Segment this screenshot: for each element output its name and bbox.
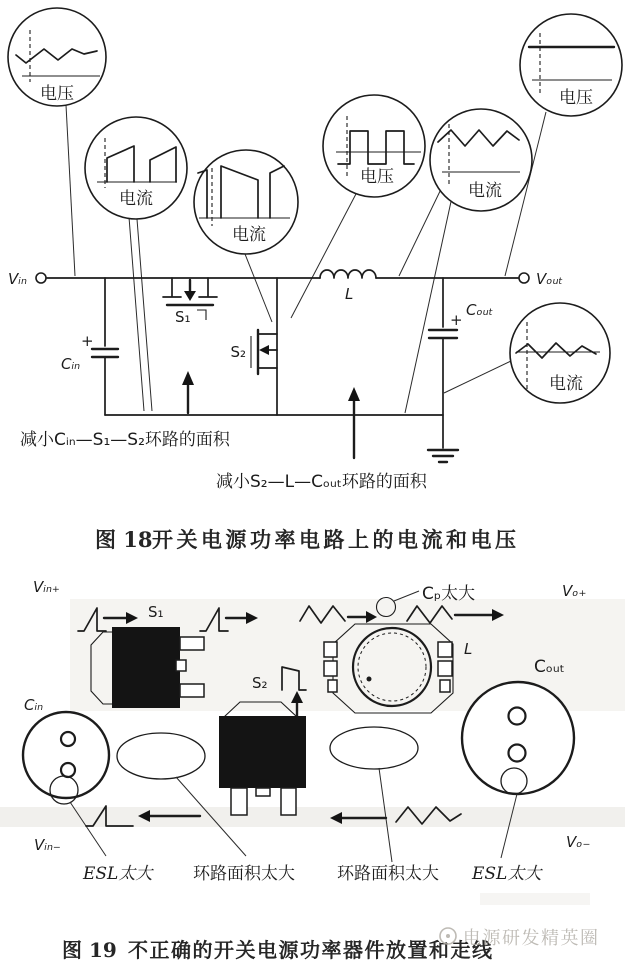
- loop-area-left-label: 环路面积太大: [193, 864, 295, 884]
- callout-output-voltage: [520, 14, 622, 116]
- cin-plates: [92, 349, 118, 357]
- callout-label: 电流: [119, 189, 153, 209]
- cin-label: Cᵢₙ: [24, 696, 44, 714]
- leader-inductor-current-a: [399, 185, 443, 276]
- watermark-text: 电源研发精英圈: [463, 928, 600, 949]
- callout-label: 电压: [40, 84, 74, 104]
- s1-pin-top: [180, 637, 204, 650]
- loop2-note: 减小S₂—L—Cₒᵤₜ环路的面积: [216, 472, 427, 492]
- s1-arrow-head: [184, 291, 196, 301]
- loop1-note: 减小Cᵢₙ—S₁—S₂环路的面积: [20, 430, 230, 450]
- inductor-coils: [320, 270, 376, 278]
- leader-switch-current: [243, 249, 272, 322]
- watermark-logo-dot: [446, 934, 450, 938]
- vin-minus-label: Vᵢₙ₋: [34, 836, 61, 854]
- l-terminal-left-3: [328, 680, 337, 692]
- callout-label: 电压: [360, 167, 394, 187]
- l-terminal-left-1: [324, 642, 337, 657]
- leader-inductor-current-b: [405, 197, 452, 413]
- callout-label: 电流: [232, 225, 266, 245]
- s2-arrow-head: [259, 345, 269, 355]
- vout-minus-label: Vₒ₋: [566, 833, 591, 851]
- s2-leg-left: [231, 788, 247, 815]
- cin-terminal-1: [61, 732, 75, 746]
- cout-terminal-1: [509, 708, 526, 725]
- figure19-caption-number: 图 19: [62, 938, 117, 962]
- callout-input-current: [85, 117, 187, 219]
- l-label: L: [464, 640, 473, 658]
- s1-label: S₁: [175, 308, 191, 326]
- package-cin: [23, 696, 109, 856]
- leader-output-cap-current: [444, 361, 511, 393]
- s2-label: S₂: [230, 343, 246, 361]
- figure18: [8, 8, 622, 552]
- vin-label: Vᵢₙ: [8, 270, 27, 288]
- s1-body: [112, 627, 180, 708]
- mosfet-s2: [230, 278, 277, 415]
- cin-plus: +: [81, 332, 94, 350]
- l-terminal-left-2: [324, 661, 337, 676]
- inductor-label: L: [345, 285, 354, 303]
- cout-can: [462, 682, 574, 794]
- cin-can: [23, 712, 109, 798]
- figure19-caption: 不正确的开关电源功率器件放置和走线: [128, 938, 494, 962]
- s2-leg-middle: [256, 788, 270, 796]
- callout-label: 电压: [559, 88, 593, 108]
- l-terminal-right-2: [438, 661, 452, 676]
- s2-label: S₂: [252, 674, 268, 692]
- vin-plus-label: Vᵢₙ₊: [33, 578, 60, 596]
- loop-area-ellipse-left: [117, 733, 205, 779]
- vout-plus-label: Vₒ₊: [562, 582, 587, 600]
- esl-left-label: ESL太大: [83, 864, 153, 884]
- s2-body: [219, 716, 306, 788]
- callout-input-voltage: [8, 8, 106, 106]
- s1-left-leg: [163, 278, 181, 297]
- cin-terminal-2: [61, 763, 75, 777]
- figure19: [0, 578, 625, 962]
- watermark: [440, 928, 600, 949]
- loop1-arrow-head: [182, 371, 194, 385]
- leader-input-current-a: [129, 217, 144, 411]
- s1-pin-middle: [176, 660, 186, 671]
- figure18-caption-number: 图 18: [95, 527, 153, 552]
- leader-input-current-b: [137, 219, 152, 411]
- callout-label: 电流: [549, 374, 583, 394]
- callout-output-cap-current: [510, 303, 610, 403]
- buck-circuit: [8, 270, 563, 492]
- cap-cout: [428, 278, 493, 462]
- callout-switch-node-voltage: [323, 95, 425, 197]
- loop2-arrow-head: [348, 387, 360, 401]
- s1-right-leg: [199, 278, 217, 297]
- callout-label: 电流: [468, 181, 502, 201]
- l-terminal-right-3: [440, 680, 450, 692]
- callout-inductor-current: [430, 109, 532, 211]
- loop-area-ellipse-right: [330, 727, 418, 769]
- cout-label: Cₒᵤₜ: [466, 301, 494, 319]
- callout-switch-current: [194, 150, 298, 254]
- ground-symbol: [428, 450, 458, 462]
- vout-terminal: [519, 273, 529, 283]
- vin-terminal: [36, 273, 46, 283]
- cout-plates: [429, 330, 457, 338]
- l-polarity-dot: [367, 677, 372, 682]
- cap-cin: [61, 278, 118, 415]
- loop-area-right-label: 环路面积太大: [337, 864, 439, 884]
- cout-label: Cₒᵤₜ: [534, 657, 565, 677]
- s1-pin-bottom: [180, 684, 204, 697]
- s1-label: S₁: [148, 603, 164, 621]
- l-terminal-right-1: [438, 642, 452, 657]
- s2-leg-right: [281, 788, 296, 815]
- cout-plus: +: [450, 311, 463, 329]
- s1-gate-stub: [197, 310, 206, 320]
- vout-label: Vₒᵤₜ: [536, 270, 563, 288]
- esl-right-label: ESL太大: [472, 864, 542, 884]
- mosfet-s1: [163, 278, 217, 326]
- cin-label: Cᵢₙ: [61, 355, 81, 373]
- figure18-caption: 开关电源功率电路上的电流和电压: [152, 527, 520, 552]
- cp-too-large-label: Cₚ太大: [422, 584, 476, 604]
- cout-terminal-2: [509, 745, 526, 762]
- leader-input-voltage: [66, 105, 75, 276]
- scan-band-caption: [480, 893, 590, 905]
